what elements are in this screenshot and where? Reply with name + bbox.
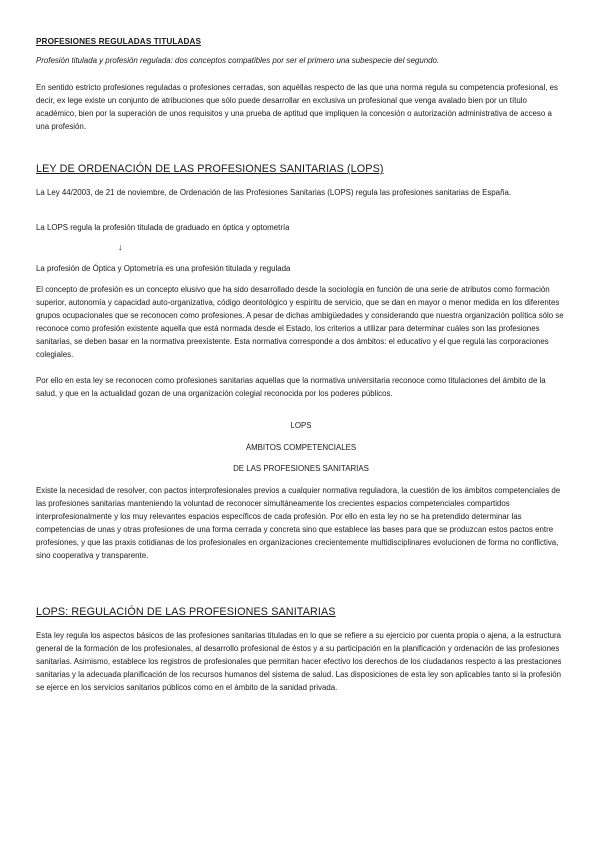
center-heading-profesiones: DE LAS PROFESIONES SANITARIAS — [233, 464, 369, 473]
center-heading-lops: LOPS — [290, 421, 312, 430]
paragraph: La LOPS regula la profesión titulada de graduado en óptica y optometría — [36, 223, 290, 232]
arrow-down-icon: ↓ — [118, 242, 123, 252]
paragraph: Por ello en esta ley se reconocen como profesiones sanitarias aquellas que la normativa universitaria reconoce como titulaciones del ámbito de la salud, y que en la actualidad gozan de una organización colegial reconocida por los poderes públicos. — [36, 376, 546, 398]
center-heading-ambitos: ÁMBITOS COMPETENCIALES — [245, 443, 357, 452]
section-subtitle: Profesión titulada y profesión regulada: dos conceptos compatibles por ser el primero una subespecie del segundo. — [36, 56, 440, 65]
section-title-regulacion: LOPS: REGULACIÓN DE LAS PROFESIONES SANITARIAS — [36, 606, 336, 618]
paragraph: La Ley 44/2003, de 21 de noviembre, de Ordenación de las Profesiones Sanitarias (LOPS) regula las profesiones sanitarias de España. — [36, 188, 512, 197]
paragraph: En sentido estricto profesiones reguladas o profesiones cerradas, son aquéllas respecto de las que una norma regula su competencia profesional, es decir, ex lege existe un conjunto de atribuciones que sólo puede desarrollar en exclusiva un profesional que venga avalado bien por un título académico, bien por la superación de unos requisitos y una prueba de aptitud que impliquen la concesión o autorización administrativa de acceso a una profesión. — [36, 83, 558, 131]
paragraph: La profesión de Óptica y Optometría es una profesión titulada y regulada — [36, 264, 291, 273]
paragraph: Existe la necesidad de resolver, con pactos interprofesionales previos a cualquier normativa reguladora, la cuestión de los ámbitos competenciales de las profesiones sanitarias manteniendo la voluntad de reconocer simultáneamente los crecientes espacios competenciales compartidos interprofesionalmente y los muy relevantes espacios específicos de cada profesión. Por ello en esta ley no se ha pretendido determinar las competencias de unas y otras profesiones de una forma cerrada y concreta sino que establece las bases para que se produzcan estos pactos entre profesiones, y que las praxis cotidianas de los profesionales en organizaciones crecientemente multidisciplinares evolucionen de forma no conflictiva, sino cooperativa y transparente. — [36, 486, 561, 560]
section-title-lops: LEY DE ORDENACIÓN DE LAS PROFESIONES SANITARIAS (LOPS) — [36, 163, 384, 175]
paragraph: El concepto de profesión es un concepto elusivo que ha sido desarrollado desde la sociología en función de una serie de atributos como formación superior, autonomía y capacidad auto-organizativa, código deontológico y espíritu de servicio, que se dan en mayor o menor medida en los diferentes grupos ocupacionales que se reconocen como profesiones. A pesar de dichas ambigüedades y considerando que nuestra organización política sólo se reconoce como profesión existente aquella que está normada desde el Estado, los criterios a utilizar para determinar cuáles son las profesiones sanitarias, se deben basar en la normativa preexistente. Esta normativa corresponde a dos ámbitos: el educativo y el que regula las corporaciones colegiales. — [36, 285, 564, 359]
section-title-profesiones-reguladas: PROFESIONES REGULADAS TITULADAS — [36, 37, 202, 46]
paragraph: Esta ley regula los aspectos básicos de las profesiones sanitarias tituladas en lo que se refiere a su ejercicio por cuenta propia o ajena, a la estructura general de la formación de los profesionales, al desarrollo profesional de éstos y a su participación en la planificación y ordenación de las profesiones sanitarias. Asimismo, establece los registros de profesionales que permitan hacer efectivo los derechos de los ciudadanos respecto a las prestaciones sanitarias y la adecuada planificación de los recursos humanos del sistema de salud. Las disposiciones de esta ley son aplicables tanto si la profesión se ejerce en los servicios sanitarios públicos como en el ámbito de la sanidad privada. — [36, 631, 562, 692]
